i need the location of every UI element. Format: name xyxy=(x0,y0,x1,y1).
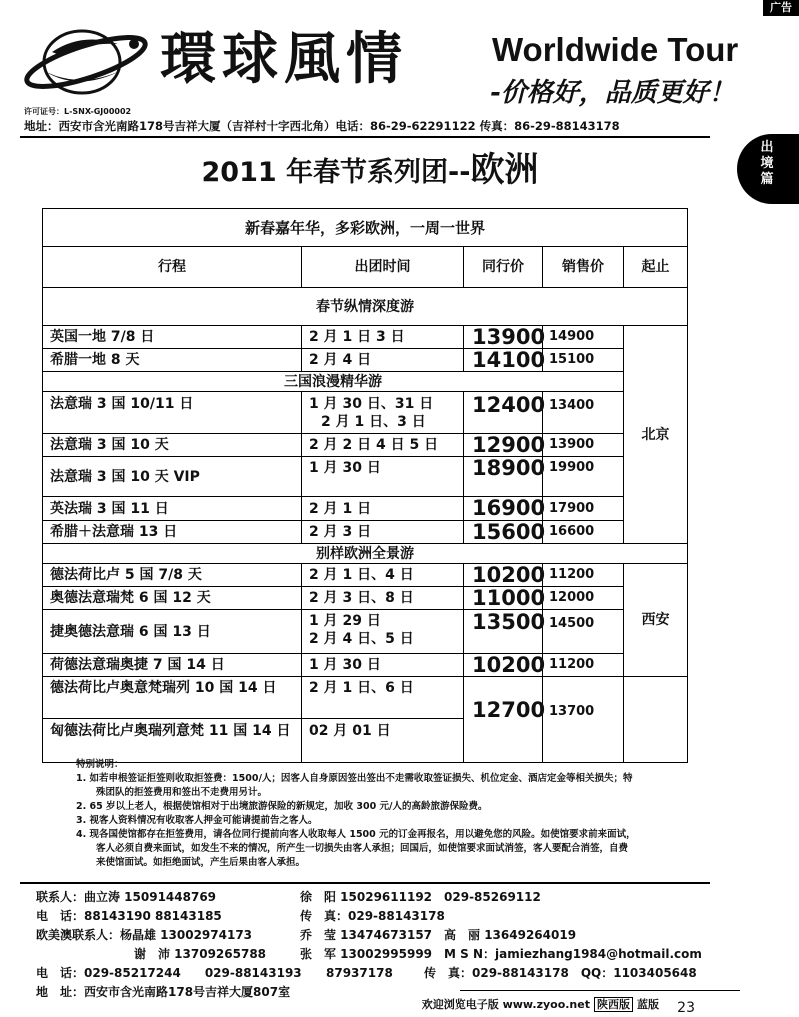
tour-price-table xyxy=(42,208,688,763)
table-row: 法意瑞 3 国 10/11 日 1 月 30 日、31 日 2 月 1 日、3 日 12400 13400 xyxy=(43,392,688,434)
departure-city: 北京 xyxy=(624,326,688,544)
contact-line: 张 军 13002995999 M S N：jamiezhang1984@hotmail.com xyxy=(300,947,702,961)
table-row: 捷奥德法意瑞 6 国 13 日 1 月 29 日 2 月 4 日、5 日 13500 14500 xyxy=(43,610,688,654)
ad-corner-tag: 广告 xyxy=(763,0,799,16)
note-item: 3. 视客人资料情况有收取客人押金可能请提前告之客人。 xyxy=(76,815,318,826)
slogan: -价格好，品质更好！ xyxy=(490,78,735,108)
table-row: 英法瑞 3 国 11 日 2 月 1 日 16900 17900 xyxy=(43,497,688,521)
section-header: 春节纵情深度游 xyxy=(43,288,688,326)
contact-line: 联系人：曲立涛 15091448769 xyxy=(36,890,217,904)
table-row: 法意瑞 3 国 10 天 VIP 1 月 30 日 18900 19900 xyxy=(43,457,688,497)
special-notes xyxy=(76,758,636,870)
table-row: 德法荷比卢 5 国 7/8 天 2 月 1 日、4 日 10200 11200 西安 xyxy=(43,564,688,587)
table-row: 奥德法意瑞梵 6 国 12 天 2 月 3 日、8 日 11000 12000 xyxy=(43,587,688,610)
globe-logo-icon xyxy=(22,22,154,102)
section-side-tab xyxy=(737,134,799,204)
contact-line: 87937178 xyxy=(326,966,393,980)
contact-line: 传 真：029-88143178 QQ：1103405648 xyxy=(424,966,697,980)
contact-line: 欧美澳联系人：杨晶雄 13002974173 xyxy=(36,928,253,942)
notes-title: 特别说明： xyxy=(76,759,124,770)
section-header: 三国浪漫精华游 xyxy=(43,372,624,392)
footer-credit xyxy=(422,996,659,1012)
contact-line: 电 话：88143190 88143185 xyxy=(36,909,222,923)
brand-name: 環球風情 xyxy=(160,27,408,92)
agency-address: 地址：西安市含光南路178号吉祥大厦（吉祥村十字西北角）电话：86-29-62291122 传真：86-29-88143178 xyxy=(24,119,620,133)
footer-url: 欢迎浏览电子版 www.zyoo.net xyxy=(421,998,590,1011)
edition-color: 蓝版 xyxy=(637,998,659,1011)
contact-line: 乔 莹 13474673157 高 丽 13649264019 xyxy=(300,928,577,942)
table-header-row: 行程 出团时间 同行价 销售价 起止 xyxy=(43,247,688,288)
page-title: 2011 年春节系列团--欧洲 xyxy=(201,150,539,190)
contact-line: 传 真：029-88143178 xyxy=(300,909,445,923)
table-row: 法意瑞 3 国 10 天 2 月 2 日 4 日 5 日 12900 13900 xyxy=(43,434,688,457)
footer-rule xyxy=(460,990,740,991)
contact-line: 电 话：029-85217244 029-88143193 xyxy=(36,966,302,980)
contacts-rule xyxy=(20,882,710,884)
table-row: 荷德法意瑞奥捷 7 国 14 日 1 月 30 日 10200 11200 xyxy=(43,654,688,677)
table-row: 英国一地 7/8 日 2 月 1 日 3 日 13900 14900 北京 xyxy=(43,326,688,349)
brand-english: Worldwide Tour xyxy=(492,31,739,68)
table-row: 希腊＋法意瑞 13 日 2 月 3 日 15600 16600 xyxy=(43,521,688,544)
license-number: 许可证号：L-SNX-GJ00002 xyxy=(24,107,132,116)
note-item: 4. 现各国使馆都存在拒签费用，请各位同行提前向客人收取每人 1500 元的订金再报名，用以避免您的风险。如使馆要求前来面试，客人必须自费来面试，如发生不来的情况，所产生一切损失由客人承担；回国后，如使馆要求面试消签，客人要配合消签，自费来使馆面试。如拒绝面试，产生后果由客人承担。 xyxy=(76,829,636,868)
note-item: 1. 如若申根签证拒签则收取拒签费：1500/人；因客人自身原因签出签出不走需收取签证损失、机位定金、酒店定金等相关损失；特殊团队的拒签费用和签出不走费用另计。 xyxy=(76,773,633,798)
contact-line: 谢 沛 13709265788 xyxy=(134,947,267,961)
page-number: 23 xyxy=(677,1000,695,1016)
section-header: 别样欧洲全景游 xyxy=(43,544,688,564)
departure-city: 西安 xyxy=(624,564,688,677)
side-tab-text: 出 境 篇 xyxy=(760,140,774,187)
note-item: 2. 65 岁以上老人，根据使馆相对于出境旅游保险的新规定，加收 300 元/人的高龄旅游保险费。 xyxy=(76,801,488,812)
table-row: 匈德法荷比卢奥瑞列意梵 11 国 14 日 02 月 01 日 xyxy=(43,719,688,763)
table-banner: 新春嘉年华，多彩欧洲，一周一世界 xyxy=(43,209,688,247)
edition-box: 陕西版 xyxy=(594,997,633,1012)
table-row: 希腊一地 8 天 2 月 4 日 14100 15100 xyxy=(43,349,688,372)
header-rule xyxy=(20,136,710,138)
contact-line: 徐 阳 15029611192 029-85269112 xyxy=(300,890,541,904)
table-row: 德法荷比卢奥意梵瑞列 10 国 14 日 2 月 1 日、6 日 12700 13700 xyxy=(43,677,688,719)
contact-line: 地 址：西安市含光南路178号吉祥大厦807室 xyxy=(36,985,291,999)
